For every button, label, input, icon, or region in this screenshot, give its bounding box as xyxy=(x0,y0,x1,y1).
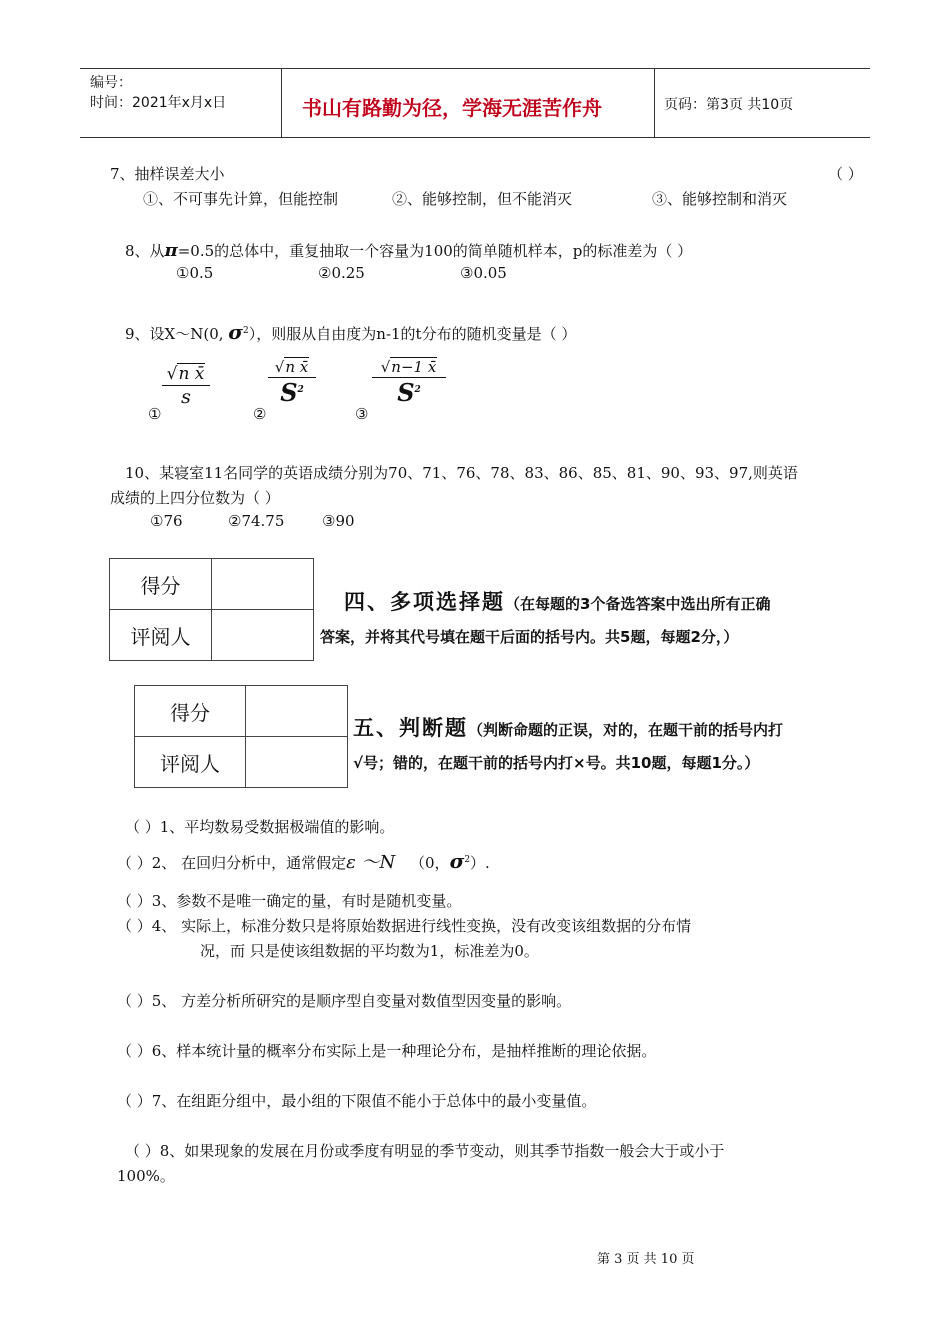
sqrt-sign: √ xyxy=(166,364,178,384)
section4-note-1: （在每题的3个备选答案中选出所有正确 xyxy=(505,595,771,613)
q9-f2-numerator: n x̄ xyxy=(285,358,309,376)
section5-note-1: （判断命题的正误，对的，在题干前的括号内打 xyxy=(468,721,784,739)
section4-heading xyxy=(344,586,770,616)
sigma-symbol: σ xyxy=(228,320,244,344)
page-footer: 第 3 页 共 10 页 xyxy=(597,1252,695,1267)
reviewer-cell[interactable] xyxy=(246,737,348,788)
q8-stem xyxy=(125,240,692,261)
q9-f3-numerator: n−1 x̄ xyxy=(391,358,437,376)
judge-2-text: （ ）2、 在回归分析中，通常假定 xyxy=(117,854,347,872)
section5-title: 五、判断题 xyxy=(353,716,468,740)
q9-f1-denominator: s xyxy=(181,386,191,408)
q9-f2-denominator: $S^2$ xyxy=(280,378,304,407)
score-label: 得分 xyxy=(110,559,212,610)
section5-heading xyxy=(353,712,783,742)
q9-fraction-3 xyxy=(372,358,446,407)
q7-stem: 7、抽样误差大小 xyxy=(110,165,225,183)
q7-option-1: ①、不可事先计算，但能控制 xyxy=(143,190,339,208)
q9-fraction-2 xyxy=(268,358,316,407)
q9-prefix: 9、设X～N(0, xyxy=(125,325,224,343)
q7-option-2: ②、能够控制，但不能消灭 xyxy=(392,190,573,208)
header-serial: 编号： xyxy=(90,75,132,91)
header-date: 时间：2021年x月x日 xyxy=(90,95,227,111)
score-cell[interactable] xyxy=(212,559,314,610)
q9-f1-numerator: n x̄ xyxy=(178,364,205,384)
q10-line-2: 成绩的上四分位数为（ ） xyxy=(110,489,280,507)
pi-symbol: π xyxy=(164,240,178,261)
q10-line-1: 10、某寝室11名同学的英语成绩分别为70、71、76、78、83、86、85、81、90、93、97,则英语 xyxy=(125,464,798,482)
judge-item-5: （ ）5、 方差分析所研究的是顺序型自变量对数值型因变量的影响。 xyxy=(117,992,572,1010)
q8-rest: =0.5的总体中，重复抽取一个容量为100的简单随机样本，p的标准差为（ ） xyxy=(177,242,693,260)
q9-option-label-3: ③ xyxy=(355,405,369,423)
section4-score-table xyxy=(109,558,314,661)
header-divider xyxy=(654,69,655,137)
judge-item-3: （ ）3、参数不是唯一确定的量，有时是随机变量。 xyxy=(117,892,462,910)
section5-note-2: √号；错的，在题干前的括号内打×号。共10题，每题1分。） xyxy=(353,754,760,772)
epsilon-symbol: ε ～N xyxy=(346,852,396,873)
q8-option-1: ①0.5 xyxy=(176,264,214,282)
q7-answer-paren: （ ） xyxy=(828,165,863,183)
judge-item-7: （ ）7、在组距分组中，最小组的下限值不能小于总体中的最小变量值。 xyxy=(117,1092,597,1110)
reviewer-label: 评阅人 xyxy=(135,737,246,788)
q9-option-label-1: ① xyxy=(148,405,162,423)
q10-option-3: ③90 xyxy=(322,512,355,530)
judge-item-1: （ ）1、平均数易受数据极端值的影响。 xyxy=(125,818,395,836)
sigma-symbol: σ xyxy=(449,849,465,873)
reviewer-label: 评阅人 xyxy=(110,610,212,661)
q9-f3-denominator: $S^2$ xyxy=(397,378,421,407)
judge-item-8-line-1: （ ）8、如果现象的发展在月份或季度有明显的季节变动，则其季节指数一般会大于或小于 xyxy=(125,1142,725,1160)
score-label: 得分 xyxy=(135,686,246,737)
judge-item-2 xyxy=(117,848,490,874)
q8-prefix: 8、从 xyxy=(125,242,165,260)
judge-item-4-line-1: （ ）4、 实际上，标准分数只是将原始数据进行线性变换，没有改变该组数据的分布情 xyxy=(117,917,692,935)
judge-2-end: ）. xyxy=(470,854,490,872)
sqrt-sign: √ xyxy=(380,358,391,376)
q8-option-3: ③0.05 xyxy=(460,264,507,282)
q9-stem xyxy=(125,320,576,344)
q9-fraction-1 xyxy=(162,364,210,408)
header-divider xyxy=(281,69,282,137)
judge-item-4-line-2: 况，而 只是使该组数据的平均数为1，标准差为0。 xyxy=(200,942,539,960)
q9-rest: ），则服从自由度为n-1的t分布的随机变量是（ ） xyxy=(248,325,577,343)
judge-item-6: （ ）6、样本统计量的概率分布实际上是一种理论分布，是抽样推断的理论依据。 xyxy=(117,1042,657,1060)
q9-option-label-2: ② xyxy=(253,405,267,423)
q10-option-2: ②74.75 xyxy=(228,512,285,530)
q8-option-2: ②0.25 xyxy=(318,264,365,282)
section5-score-table xyxy=(134,685,348,788)
header-page-number: 页码：第3页 共10页 xyxy=(664,97,794,113)
score-cell[interactable] xyxy=(246,686,348,737)
judge-2-mid: （0， xyxy=(410,854,450,872)
q10-option-1: ①76 xyxy=(150,512,183,530)
header-motto: 书山有路勤为径，学海无涯苦作舟 xyxy=(302,96,602,120)
judge-item-8-line-2: 100%。 xyxy=(117,1167,175,1185)
section4-note-2: 答案，并将其代号填在题干后面的括号内。共5题，每题2分，） xyxy=(320,628,739,646)
sqrt-sign: √ xyxy=(274,358,285,376)
reviewer-cell[interactable] xyxy=(212,610,314,661)
q9-superscript: 2 xyxy=(243,326,249,336)
section4-title: 四、多项选择题 xyxy=(344,590,505,614)
judge-2-superscript: 2 xyxy=(464,855,471,865)
q7-option-3: ③、能够控制和消灭 xyxy=(652,190,788,208)
